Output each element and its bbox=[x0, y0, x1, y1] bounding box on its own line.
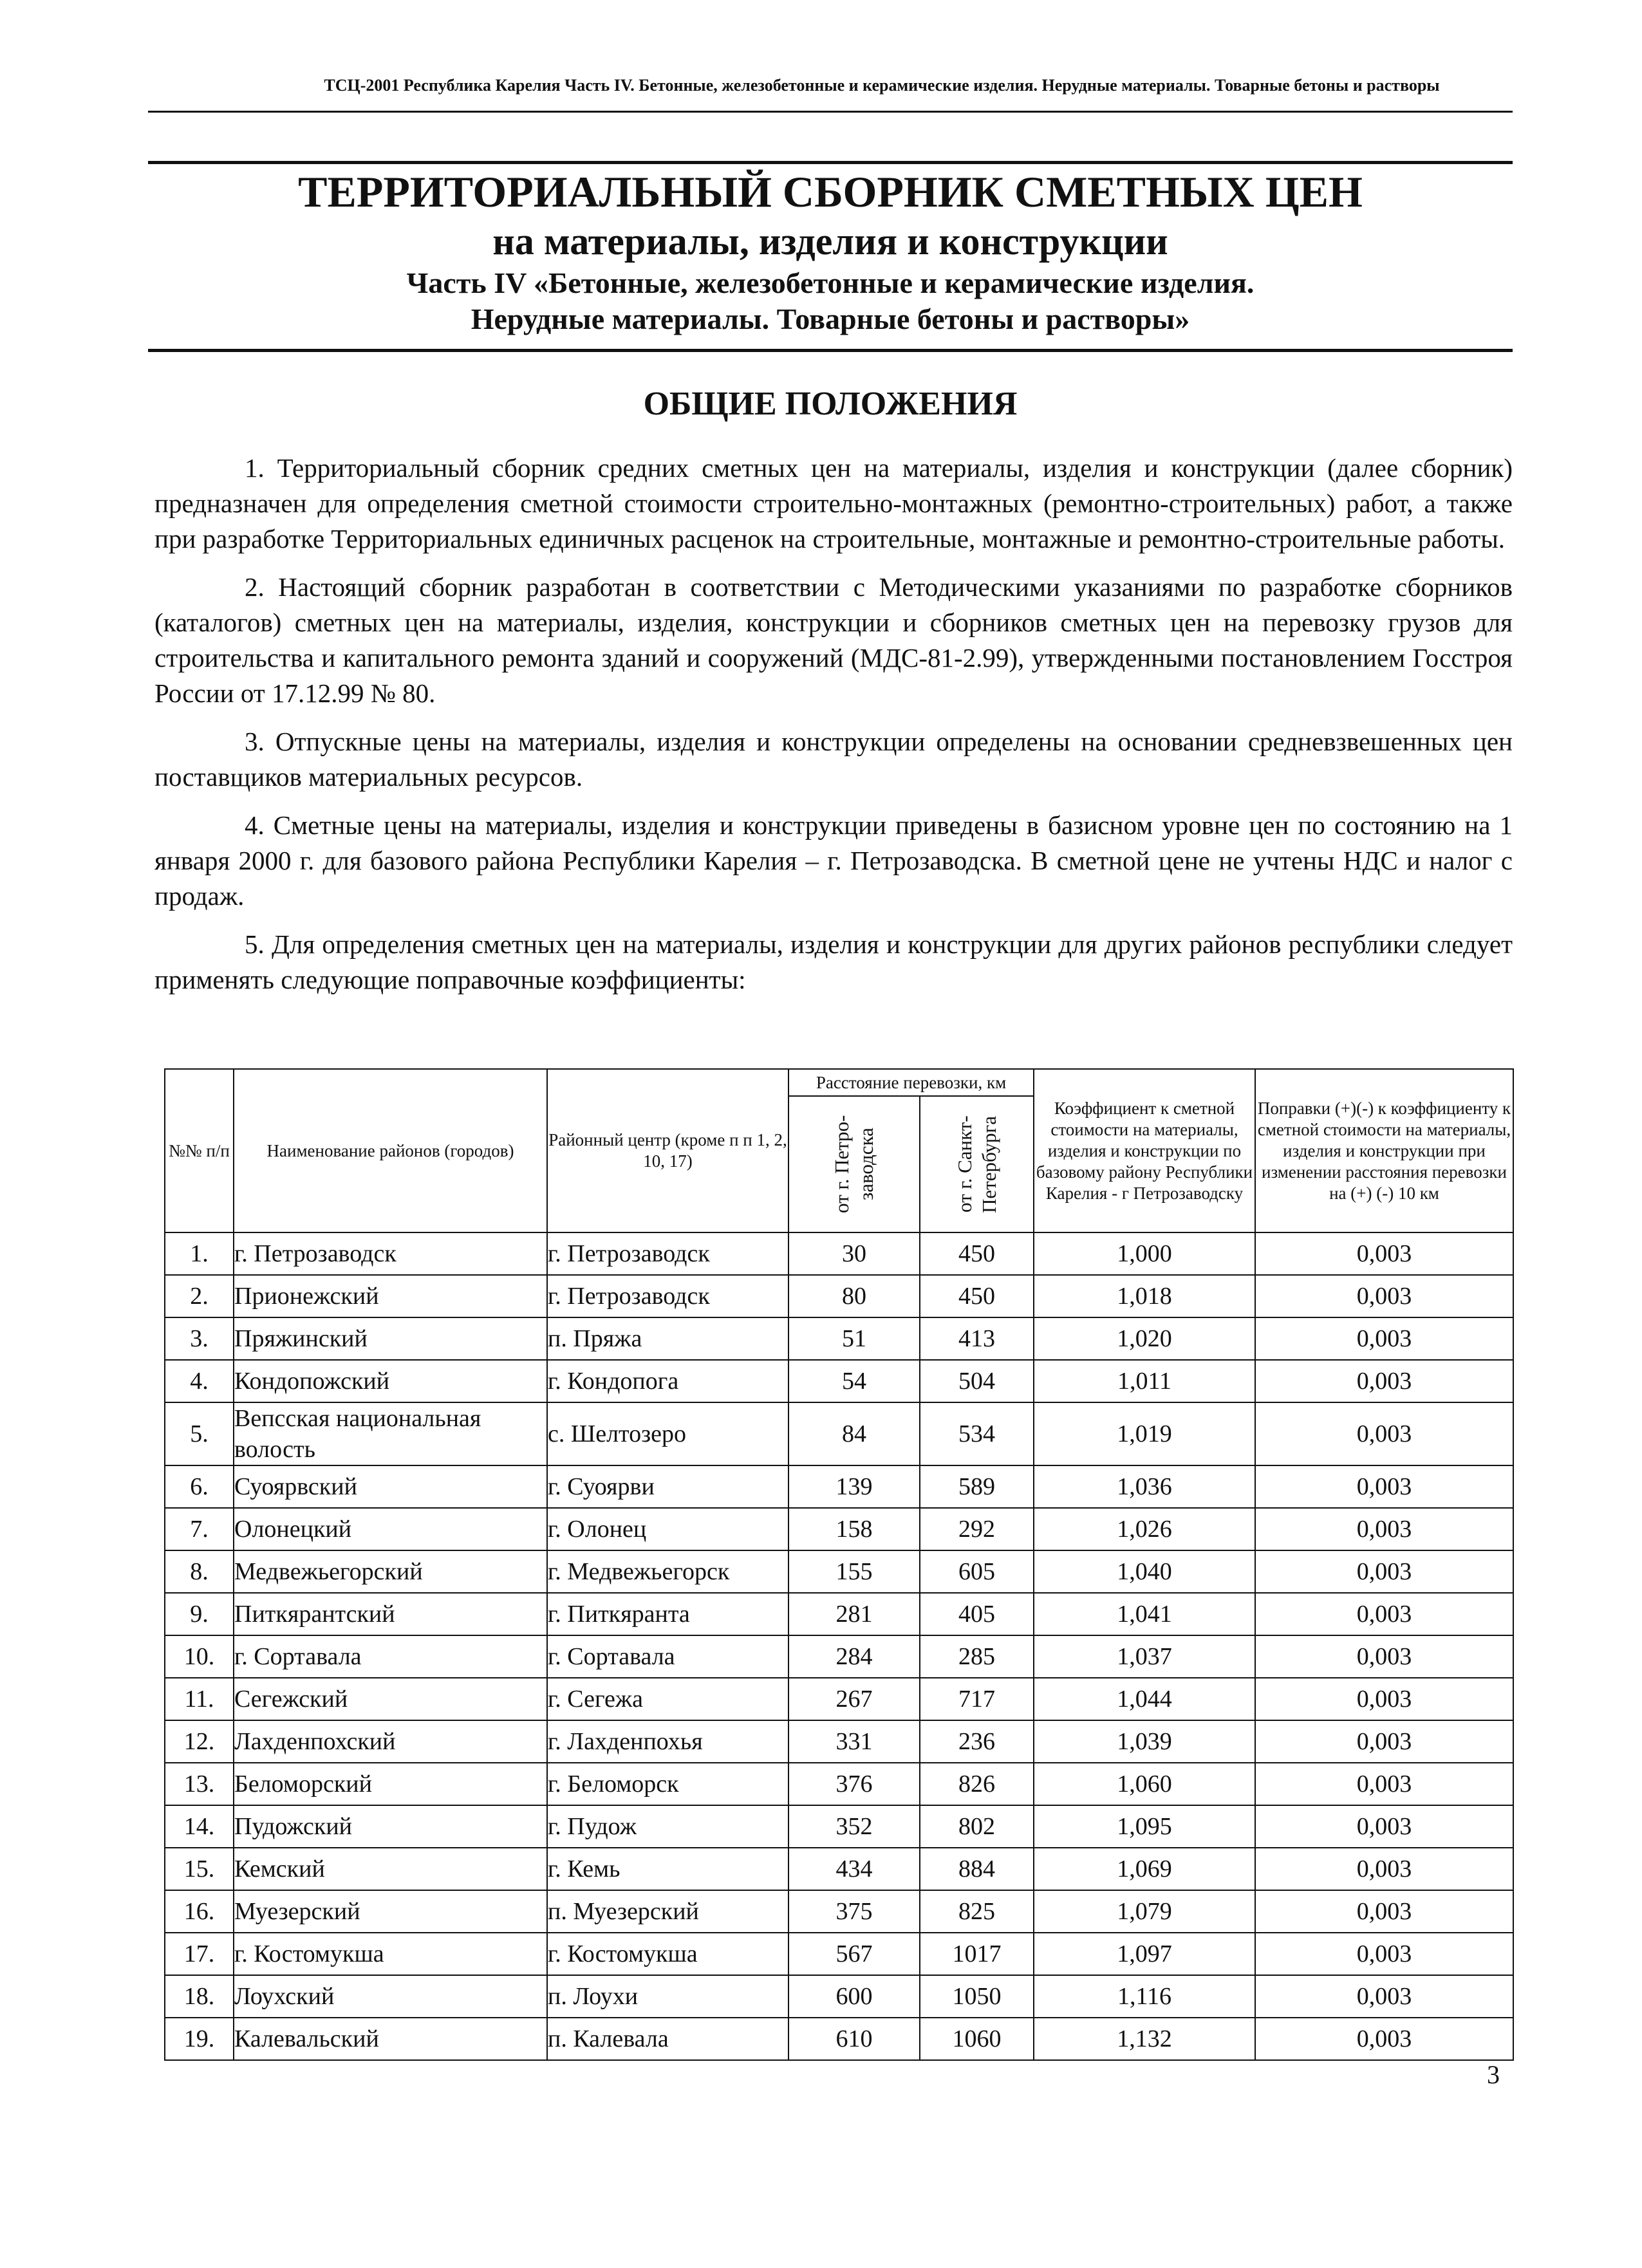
row-number: 6. bbox=[165, 1465, 234, 1508]
correction: 0,003 bbox=[1255, 2018, 1513, 2060]
distance-petrozavodsk: 434 bbox=[788, 1848, 920, 1890]
district-center: г. Кемь bbox=[547, 1848, 788, 1890]
row-number: 5. bbox=[165, 1402, 234, 1465]
row-number: 8. bbox=[165, 1550, 234, 1593]
header-from-petrozavodsk-label: от г. Петро-заводска bbox=[830, 1115, 877, 1214]
title-top-rule bbox=[148, 161, 1513, 164]
distance-petrozavodsk: 139 bbox=[788, 1465, 920, 1508]
distance-spb: 236 bbox=[920, 1720, 1034, 1763]
coefficient: 1,037 bbox=[1034, 1635, 1255, 1678]
distance-spb: 450 bbox=[920, 1232, 1034, 1275]
distance-spb: 825 bbox=[920, 1890, 1034, 1933]
row-number: 12. bbox=[165, 1720, 234, 1763]
running-header: ТСЦ-2001 Республика Карелия Часть IV. Бетонные, железобетонные и керамические изделия. Нерудные материалы. Товарные бетоны и растворы bbox=[324, 76, 1440, 95]
coefficient: 1,095 bbox=[1034, 1805, 1255, 1848]
row-number: 14. bbox=[165, 1805, 234, 1848]
table-row bbox=[165, 1317, 1513, 1360]
distance-petrozavodsk: 281 bbox=[788, 1593, 920, 1635]
row-number: 1. bbox=[165, 1232, 234, 1275]
part-title-line-1: Часть IV «Бетонные, железобетонные и керамические изделия. bbox=[406, 266, 1255, 299]
correction: 0,003 bbox=[1255, 1275, 1513, 1317]
distance-spb: 884 bbox=[920, 1848, 1034, 1890]
correction: 0,003 bbox=[1255, 1232, 1513, 1275]
coefficient: 1,132 bbox=[1034, 2018, 1255, 2060]
header-distance: Расстояние перевозки, км bbox=[788, 1069, 1034, 1096]
distance-spb: 1050 bbox=[920, 1975, 1034, 2018]
correction-coefficients-table bbox=[164, 1068, 1514, 2061]
district-name: г. Сортавала bbox=[234, 1635, 547, 1678]
district-name: Суоярвский bbox=[234, 1465, 547, 1508]
table-row bbox=[165, 1360, 1513, 1402]
correction: 0,003 bbox=[1255, 1317, 1513, 1360]
distance-spb: 534 bbox=[920, 1402, 1034, 1465]
table-row bbox=[165, 1508, 1513, 1550]
title-bottom-rule bbox=[148, 349, 1513, 352]
correction: 0,003 bbox=[1255, 1508, 1513, 1550]
district-name: Прионежский bbox=[234, 1275, 547, 1317]
correction: 0,003 bbox=[1255, 1360, 1513, 1402]
distance-spb: 292 bbox=[920, 1508, 1034, 1550]
district-name: Кемский bbox=[234, 1848, 547, 1890]
distance-petrozavodsk: 331 bbox=[788, 1720, 920, 1763]
district-name: Олонецкий bbox=[234, 1508, 547, 1550]
correction: 0,003 bbox=[1255, 1975, 1513, 2018]
correction: 0,003 bbox=[1255, 1678, 1513, 1720]
paragraph-4: 4. Сметные цены на материалы, изделия и конструкции приведены в базисном уровне цен по состоянию на 1 января 2000 г. для базового района Республики Карелия – г. Петрозаводска. В сметной цене не учтены НДС и налог с продаж. bbox=[154, 810, 1513, 911]
distance-spb: 1017 bbox=[920, 1933, 1034, 1975]
row-number: 13. bbox=[165, 1763, 234, 1805]
district-center: г. Беломорск bbox=[547, 1763, 788, 1805]
table-row bbox=[165, 1232, 1513, 1275]
correction: 0,003 bbox=[1255, 1402, 1513, 1465]
coefficient: 1,036 bbox=[1034, 1465, 1255, 1508]
district-name-text: Вепсская национальная волость bbox=[234, 1405, 481, 1463]
district-center: г. Петрозаводск bbox=[547, 1275, 788, 1317]
table-row bbox=[165, 1975, 1513, 2018]
table-row bbox=[165, 1763, 1513, 1805]
header-coefficient: Коэффициент к сметной стоимости на материалы, изделия и конструкции по базовому району Республики Карелия - г Петрозаводску bbox=[1034, 1069, 1255, 1232]
coefficient: 1,044 bbox=[1034, 1678, 1255, 1720]
coefficient: 1,069 bbox=[1034, 1848, 1255, 1890]
coefficient: 1,039 bbox=[1034, 1720, 1255, 1763]
table-row bbox=[165, 1805, 1513, 1848]
distance-petrozavodsk: 80 bbox=[788, 1275, 920, 1317]
coefficient: 1,011 bbox=[1034, 1360, 1255, 1402]
distance-spb: 1060 bbox=[920, 2018, 1034, 2060]
coefficient: 1,116 bbox=[1034, 1975, 1255, 2018]
coefficient: 1,060 bbox=[1034, 1763, 1255, 1805]
distance-petrozavodsk: 375 bbox=[788, 1890, 920, 1933]
distance-petrozavodsk: 600 bbox=[788, 1975, 920, 2018]
table-row bbox=[165, 1635, 1513, 1678]
header-from-petrozavodsk bbox=[788, 1096, 920, 1232]
distance-spb: 413 bbox=[920, 1317, 1034, 1360]
district-center: г. Суоярви bbox=[547, 1465, 788, 1508]
header-from-spb bbox=[920, 1096, 1034, 1232]
table-row bbox=[165, 1678, 1513, 1720]
district-name: г. Петрозаводск bbox=[234, 1232, 547, 1275]
table-row bbox=[165, 1933, 1513, 1975]
title-block bbox=[148, 166, 1513, 337]
correction: 0,003 bbox=[1255, 1805, 1513, 1848]
distance-spb: 717 bbox=[920, 1678, 1034, 1720]
district-center: г. Олонец bbox=[547, 1508, 788, 1550]
correction: 0,003 bbox=[1255, 1933, 1513, 1975]
coefficient: 1,041 bbox=[1034, 1593, 1255, 1635]
table-row bbox=[165, 1890, 1513, 1933]
district-center: п. Пряжа bbox=[547, 1317, 788, 1360]
distance-spb: 405 bbox=[920, 1593, 1034, 1635]
district-center: г. Пудож bbox=[547, 1805, 788, 1848]
district-name: Пряжинский bbox=[234, 1317, 547, 1360]
correction: 0,003 bbox=[1255, 1763, 1513, 1805]
row-number: 18. bbox=[165, 1975, 234, 2018]
distance-petrozavodsk: 352 bbox=[788, 1805, 920, 1848]
district-name: Пудожский bbox=[234, 1805, 547, 1848]
table-row bbox=[165, 1720, 1513, 1763]
district-name: Кондопожский bbox=[234, 1360, 547, 1402]
district-center: г. Петрозаводск bbox=[547, 1232, 788, 1275]
district-center: п. Калевала bbox=[547, 2018, 788, 2060]
row-number: 11. bbox=[165, 1678, 234, 1720]
district-center: г. Лахденпохья bbox=[547, 1720, 788, 1763]
distance-spb: 450 bbox=[920, 1275, 1034, 1317]
district-center: с. Шелтозеро bbox=[547, 1402, 788, 1465]
distance-petrozavodsk: 54 bbox=[788, 1360, 920, 1402]
page-number: 3 bbox=[1487, 2060, 1500, 2089]
general-provisions bbox=[154, 451, 1513, 1010]
distance-petrozavodsk: 567 bbox=[788, 1933, 920, 1975]
correction: 0,003 bbox=[1255, 1635, 1513, 1678]
district-name: Лоухский bbox=[234, 1975, 547, 2018]
district-name bbox=[234, 1402, 547, 1465]
district-center: п. Муезерский bbox=[547, 1890, 788, 1933]
paragraph-1: 1. Территориальный сборник средних сметных цен на материалы, изделия и конструкции (далее сборник) предназначен для определения сметной стоимости строительно-монтажных (ремонтно-строительных) работ, а также при разработке Территориальных единичных расценок на строительные, монтажные и ремонтно-строительные работы. bbox=[154, 453, 1513, 553]
district-name: Калевальский bbox=[234, 2018, 547, 2060]
district-name: Сегежский bbox=[234, 1678, 547, 1720]
district-center: г. Сортавала bbox=[547, 1635, 788, 1678]
row-number: 3. bbox=[165, 1317, 234, 1360]
correction: 0,003 bbox=[1255, 1465, 1513, 1508]
paragraph-2: 2. Настоящий сборник разработан в соответствии с Методическими указаниями по разработке сборников (каталогов) сметных цен на материалы, изделия, конструкции и сборников сметных цен на перевозку грузов для строительства и капитального ремонта зданий и сооружений (МДС-81-2.99), утвержденными постановлением Госстроя России от 17.12.99 № 80. bbox=[154, 572, 1513, 708]
table-row bbox=[165, 1275, 1513, 1317]
distance-spb: 605 bbox=[920, 1550, 1034, 1593]
coefficient: 1,040 bbox=[1034, 1550, 1255, 1593]
row-number: 4. bbox=[165, 1360, 234, 1402]
district-name: Муезерский bbox=[234, 1890, 547, 1933]
correction: 0,003 bbox=[1255, 1848, 1513, 1890]
distance-spb: 802 bbox=[920, 1805, 1034, 1848]
distance-petrozavodsk: 84 bbox=[788, 1402, 920, 1465]
coefficient: 1,097 bbox=[1034, 1933, 1255, 1975]
distance-petrozavodsk: 51 bbox=[788, 1317, 920, 1360]
row-number: 7. bbox=[165, 1508, 234, 1550]
distance-petrozavodsk: 610 bbox=[788, 2018, 920, 2060]
district-center: п. Лоухи bbox=[547, 1975, 788, 2018]
table-row bbox=[165, 1550, 1513, 1593]
district-center: г. Медвежьегорск bbox=[547, 1550, 788, 1593]
paragraph-5: 5. Для определения сметных цен на материалы, изделия и конструкции для других районов республики следует применять следующие поправочные коэффициенты: bbox=[154, 929, 1513, 994]
header-rule bbox=[148, 111, 1513, 113]
distance-petrozavodsk: 30 bbox=[788, 1232, 920, 1275]
paragraph-3: 3. Отпускные цены на материалы, изделия и конструкции определены на основании средневзвешенных цен поставщиков материальных ресурсов. bbox=[154, 727, 1513, 792]
distance-spb: 504 bbox=[920, 1360, 1034, 1402]
district-center: г. Сегежа bbox=[547, 1678, 788, 1720]
row-number: 16. bbox=[165, 1890, 234, 1933]
document-title: ТЕРРИТОРИАЛЬНЫЙ СБОРНИК СМЕТНЫХ ЦЕН bbox=[298, 167, 1363, 216]
distance-petrozavodsk: 284 bbox=[788, 1635, 920, 1678]
header-from-spb-label: от г. Санкт-Петербурга bbox=[953, 1115, 1000, 1213]
header-correction: Поправки (+)(-) к коэффициенту к сметной стоимости на материалы, изделия и конструкции при изменении расстояния перевозки на (+) (-) 10 км bbox=[1255, 1069, 1513, 1232]
table-row bbox=[165, 1848, 1513, 1890]
coefficient: 1,026 bbox=[1034, 1508, 1255, 1550]
row-number: 19. bbox=[165, 2018, 234, 2060]
distance-petrozavodsk: 155 bbox=[788, 1550, 920, 1593]
district-name: Медвежьегорский bbox=[234, 1550, 547, 1593]
coefficient: 1,019 bbox=[1034, 1402, 1255, 1465]
distance-spb: 285 bbox=[920, 1635, 1034, 1678]
coefficient: 1,020 bbox=[1034, 1317, 1255, 1360]
district-name: Беломорский bbox=[234, 1763, 547, 1805]
table-row bbox=[165, 1402, 1513, 1465]
correction: 0,003 bbox=[1255, 1550, 1513, 1593]
distance-spb: 826 bbox=[920, 1763, 1034, 1805]
header-center: Районный центр (кроме п п 1, 2, 10, 17) bbox=[547, 1069, 788, 1232]
district-center: г. Кондопога bbox=[547, 1360, 788, 1402]
header-district: Наименование районов (городов) bbox=[234, 1069, 547, 1232]
table-row bbox=[165, 1465, 1513, 1508]
distance-petrozavodsk: 267 bbox=[788, 1678, 920, 1720]
district-center: г. Костомукша bbox=[547, 1933, 788, 1975]
row-number: 10. bbox=[165, 1635, 234, 1678]
document-subtitle: на материалы, изделия и конструкции bbox=[492, 220, 1168, 263]
coefficient: 1,018 bbox=[1034, 1275, 1255, 1317]
district-center: г. Питкяранта bbox=[547, 1593, 788, 1635]
header-number: №№ п/п bbox=[165, 1069, 234, 1232]
coefficient: 1,000 bbox=[1034, 1232, 1255, 1275]
row-number: 9. bbox=[165, 1593, 234, 1635]
district-name: г. Костомукша bbox=[234, 1933, 547, 1975]
correction: 0,003 bbox=[1255, 1720, 1513, 1763]
district-name: Питкярантский bbox=[234, 1593, 547, 1635]
table-row bbox=[165, 2018, 1513, 2060]
part-title-line-2: Нерудные материалы. Товарные бетоны и растворы» bbox=[471, 302, 1190, 335]
distance-petrozavodsk: 158 bbox=[788, 1508, 920, 1550]
correction: 0,003 bbox=[1255, 1890, 1513, 1933]
coefficient: 1,079 bbox=[1034, 1890, 1255, 1933]
row-number: 15. bbox=[165, 1848, 234, 1890]
distance-petrozavodsk: 376 bbox=[788, 1763, 920, 1805]
section-title: ОБЩИЕ ПОЛОЖЕНИЯ bbox=[643, 386, 1018, 422]
distance-spb: 589 bbox=[920, 1465, 1034, 1508]
correction: 0,003 bbox=[1255, 1593, 1513, 1635]
table-row bbox=[165, 1593, 1513, 1635]
row-number: 17. bbox=[165, 1933, 234, 1975]
row-number: 2. bbox=[165, 1275, 234, 1317]
district-name: Лахденпохский bbox=[234, 1720, 547, 1763]
